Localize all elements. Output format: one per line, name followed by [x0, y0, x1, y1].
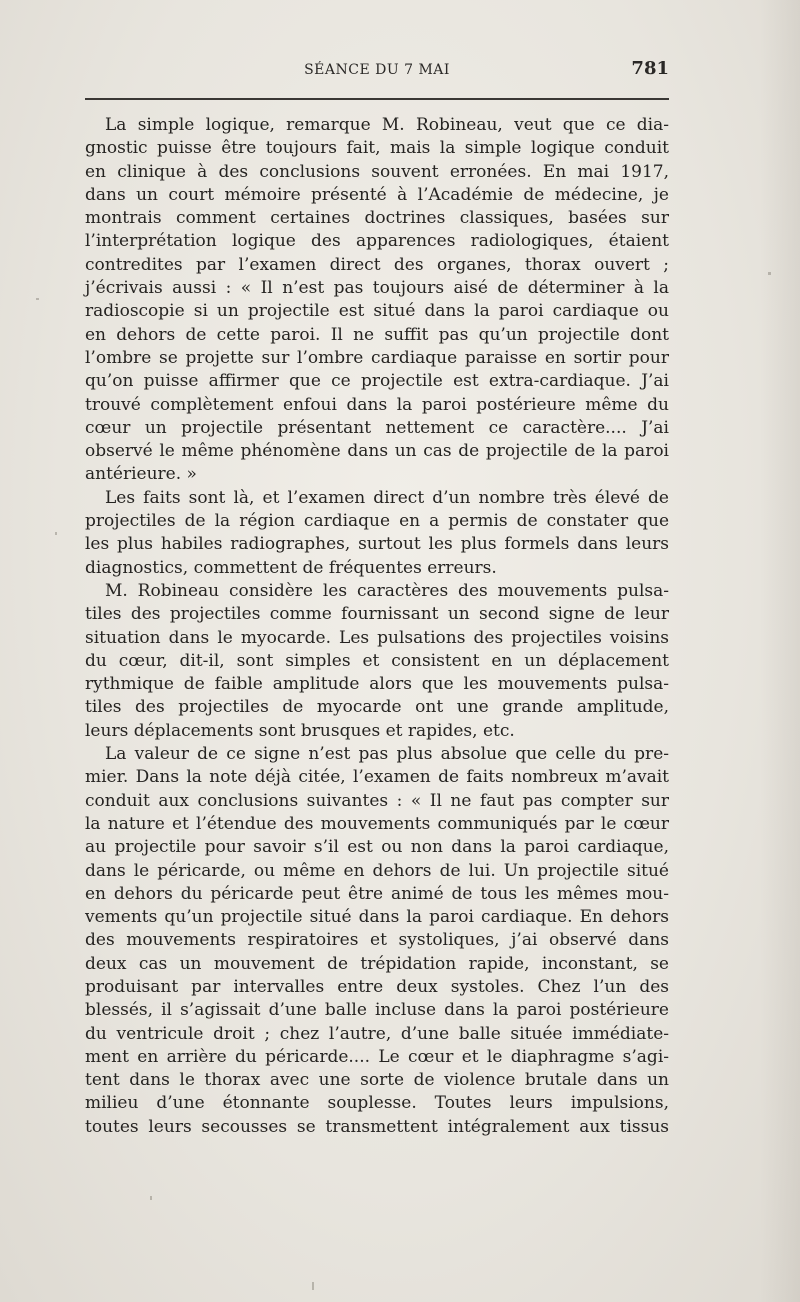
paragraph [85, 580, 669, 743]
text-line: projectiles de la région cardiaque en a permis de constater que [85, 511, 669, 532]
text-line: gnostic puisse être toujours fait, mais la simple logique conduit [85, 138, 669, 159]
text-line: tent dans le thorax avec une sorte de violence brutale dans un [85, 1070, 669, 1091]
text-line: j’écrivais aussi : « Il n’est pas toujours aisé de déterminer à la [85, 278, 669, 299]
text-line: montrais comment certaines doctrines classiques, basées sur [85, 208, 669, 229]
text-line: qu’on puisse affirmer que ce projectile est extra-cardiaque. J’ai [85, 371, 669, 392]
running-title: SÉANCE DU 7 MAI [304, 62, 450, 78]
text-line: conduit aux conclusions suivantes : « Il ne faut pas compter sur [85, 790, 669, 811]
text-line: observé le même phénomène dans un cas de projectile de la paroi [85, 441, 669, 462]
text-line: du cœur, dit-il, sont simples et consistent en un déplacement [85, 650, 669, 671]
text-line: Les faits sont là, et l’examen direct d’un nombre très élevé de [105, 487, 669, 508]
text-line: rythmique de faible amplitude alors que les mouvements pulsa- [85, 674, 669, 695]
text-line: toutes leurs secousses se transmettent intégralement aux tissus [85, 1116, 669, 1137]
body-text [85, 114, 669, 1139]
text-line: au projectile pour savoir s’il est ou non dans la paroi cardiaque, [85, 837, 669, 858]
text-line: tiles des projectiles comme fournissant un second signe de leur [85, 604, 669, 625]
text-line: milieu d’une étonnante souplesse. Toutes leurs impulsions, [85, 1093, 669, 1114]
text-line: ment en arrière du péricarde.... Le cœur et le diaphragme s’agi- [85, 1046, 669, 1067]
text-line: en clinique à des conclusions souvent erronées. En mai 1917, [85, 161, 669, 182]
text-line: cœur un projectile présentant nettement ce caractère.... J’ai [85, 417, 669, 438]
text-line: diagnostics, commettent de fréquentes erreurs. [85, 557, 497, 578]
text-line: l’ombre se projette sur l’ombre cardiaque paraisse en sortir pour [85, 347, 669, 368]
scan-speck [312, 1282, 314, 1290]
page-header [85, 58, 669, 84]
text-line: en dehors de cette paroi. Il ne suffit pas qu’un projectile dont [85, 324, 669, 345]
text-line: la nature et l’étendue des mouvements communiqués par le cœur [85, 813, 669, 834]
text-line: situation dans le myocarde. Les pulsations des projectiles voisins [85, 627, 669, 648]
scan-speck [768, 272, 771, 275]
text-line: radioscopie si un projectile est situé dans la paroi cardiaque ou [85, 301, 669, 322]
text-line: contredites par l’examen direct des organes, thorax ouvert ; [85, 254, 669, 275]
text-line: deux cas un mouvement de trépidation rapide, inconstant, se [85, 953, 669, 974]
paragraph [85, 487, 669, 580]
paragraph [85, 743, 669, 1139]
text-line: dans le péricarde, ou même en dehors de lui. Un projectile situé [85, 860, 669, 881]
header-rule [85, 98, 669, 100]
text-line: blessés, il s’agissait d’une balle incluse dans la paroi postérieure [85, 1000, 669, 1021]
text-line: mier. Dans la note déjà citée, l’examen de faits nombreux m’avait [85, 767, 669, 788]
text-line: en dehors du péricarde peut être animé de tous les mêmes mou- [85, 883, 669, 904]
text-line: produisant par intervalles entre deux systoles. Chez l’un des [85, 976, 669, 997]
text-line: tiles des projectiles de myocarde ont une grande amplitude, [85, 697, 669, 718]
text-line: La simple logique, remarque M. Robineau, veut que ce dia- [105, 115, 669, 135]
text-line: antérieure. » [85, 464, 197, 485]
scan-speck [150, 1196, 152, 1200]
text-line: vements qu’un projectile situé dans la paroi cardiaque. En dehors [85, 907, 669, 928]
text-line: M. Robineau considère les caractères des mouvements pulsa- [105, 580, 669, 601]
text-line: les plus habiles radiographes, surtout les plus formels dans leurs [85, 534, 669, 555]
text-line: l’interprétation logique des apparences radiologiques, étaient [85, 231, 669, 252]
paragraph [85, 114, 669, 487]
text-line: trouvé complètement enfoui dans la paroi postérieure même du [85, 394, 669, 415]
text-line: leurs déplacements sont brusques et rapides, etc. [85, 720, 515, 741]
page-edge-shadow [760, 0, 800, 1302]
text-line: du ventricule droit ; chez l’autre, d’une balle située immédiate- [85, 1023, 669, 1044]
scan-speck [36, 298, 39, 300]
page-number: 781 [631, 58, 669, 79]
text-line: dans un court mémoire présenté à l’Académie de médecine, je [85, 184, 669, 205]
text-line: La valeur de ce signe n’est pas plus absolue que celle du pre- [105, 744, 669, 765]
text-line: des mouvements respiratoires et systoliques, j’ai observé dans [85, 930, 669, 951]
scan-speck [55, 532, 57, 535]
